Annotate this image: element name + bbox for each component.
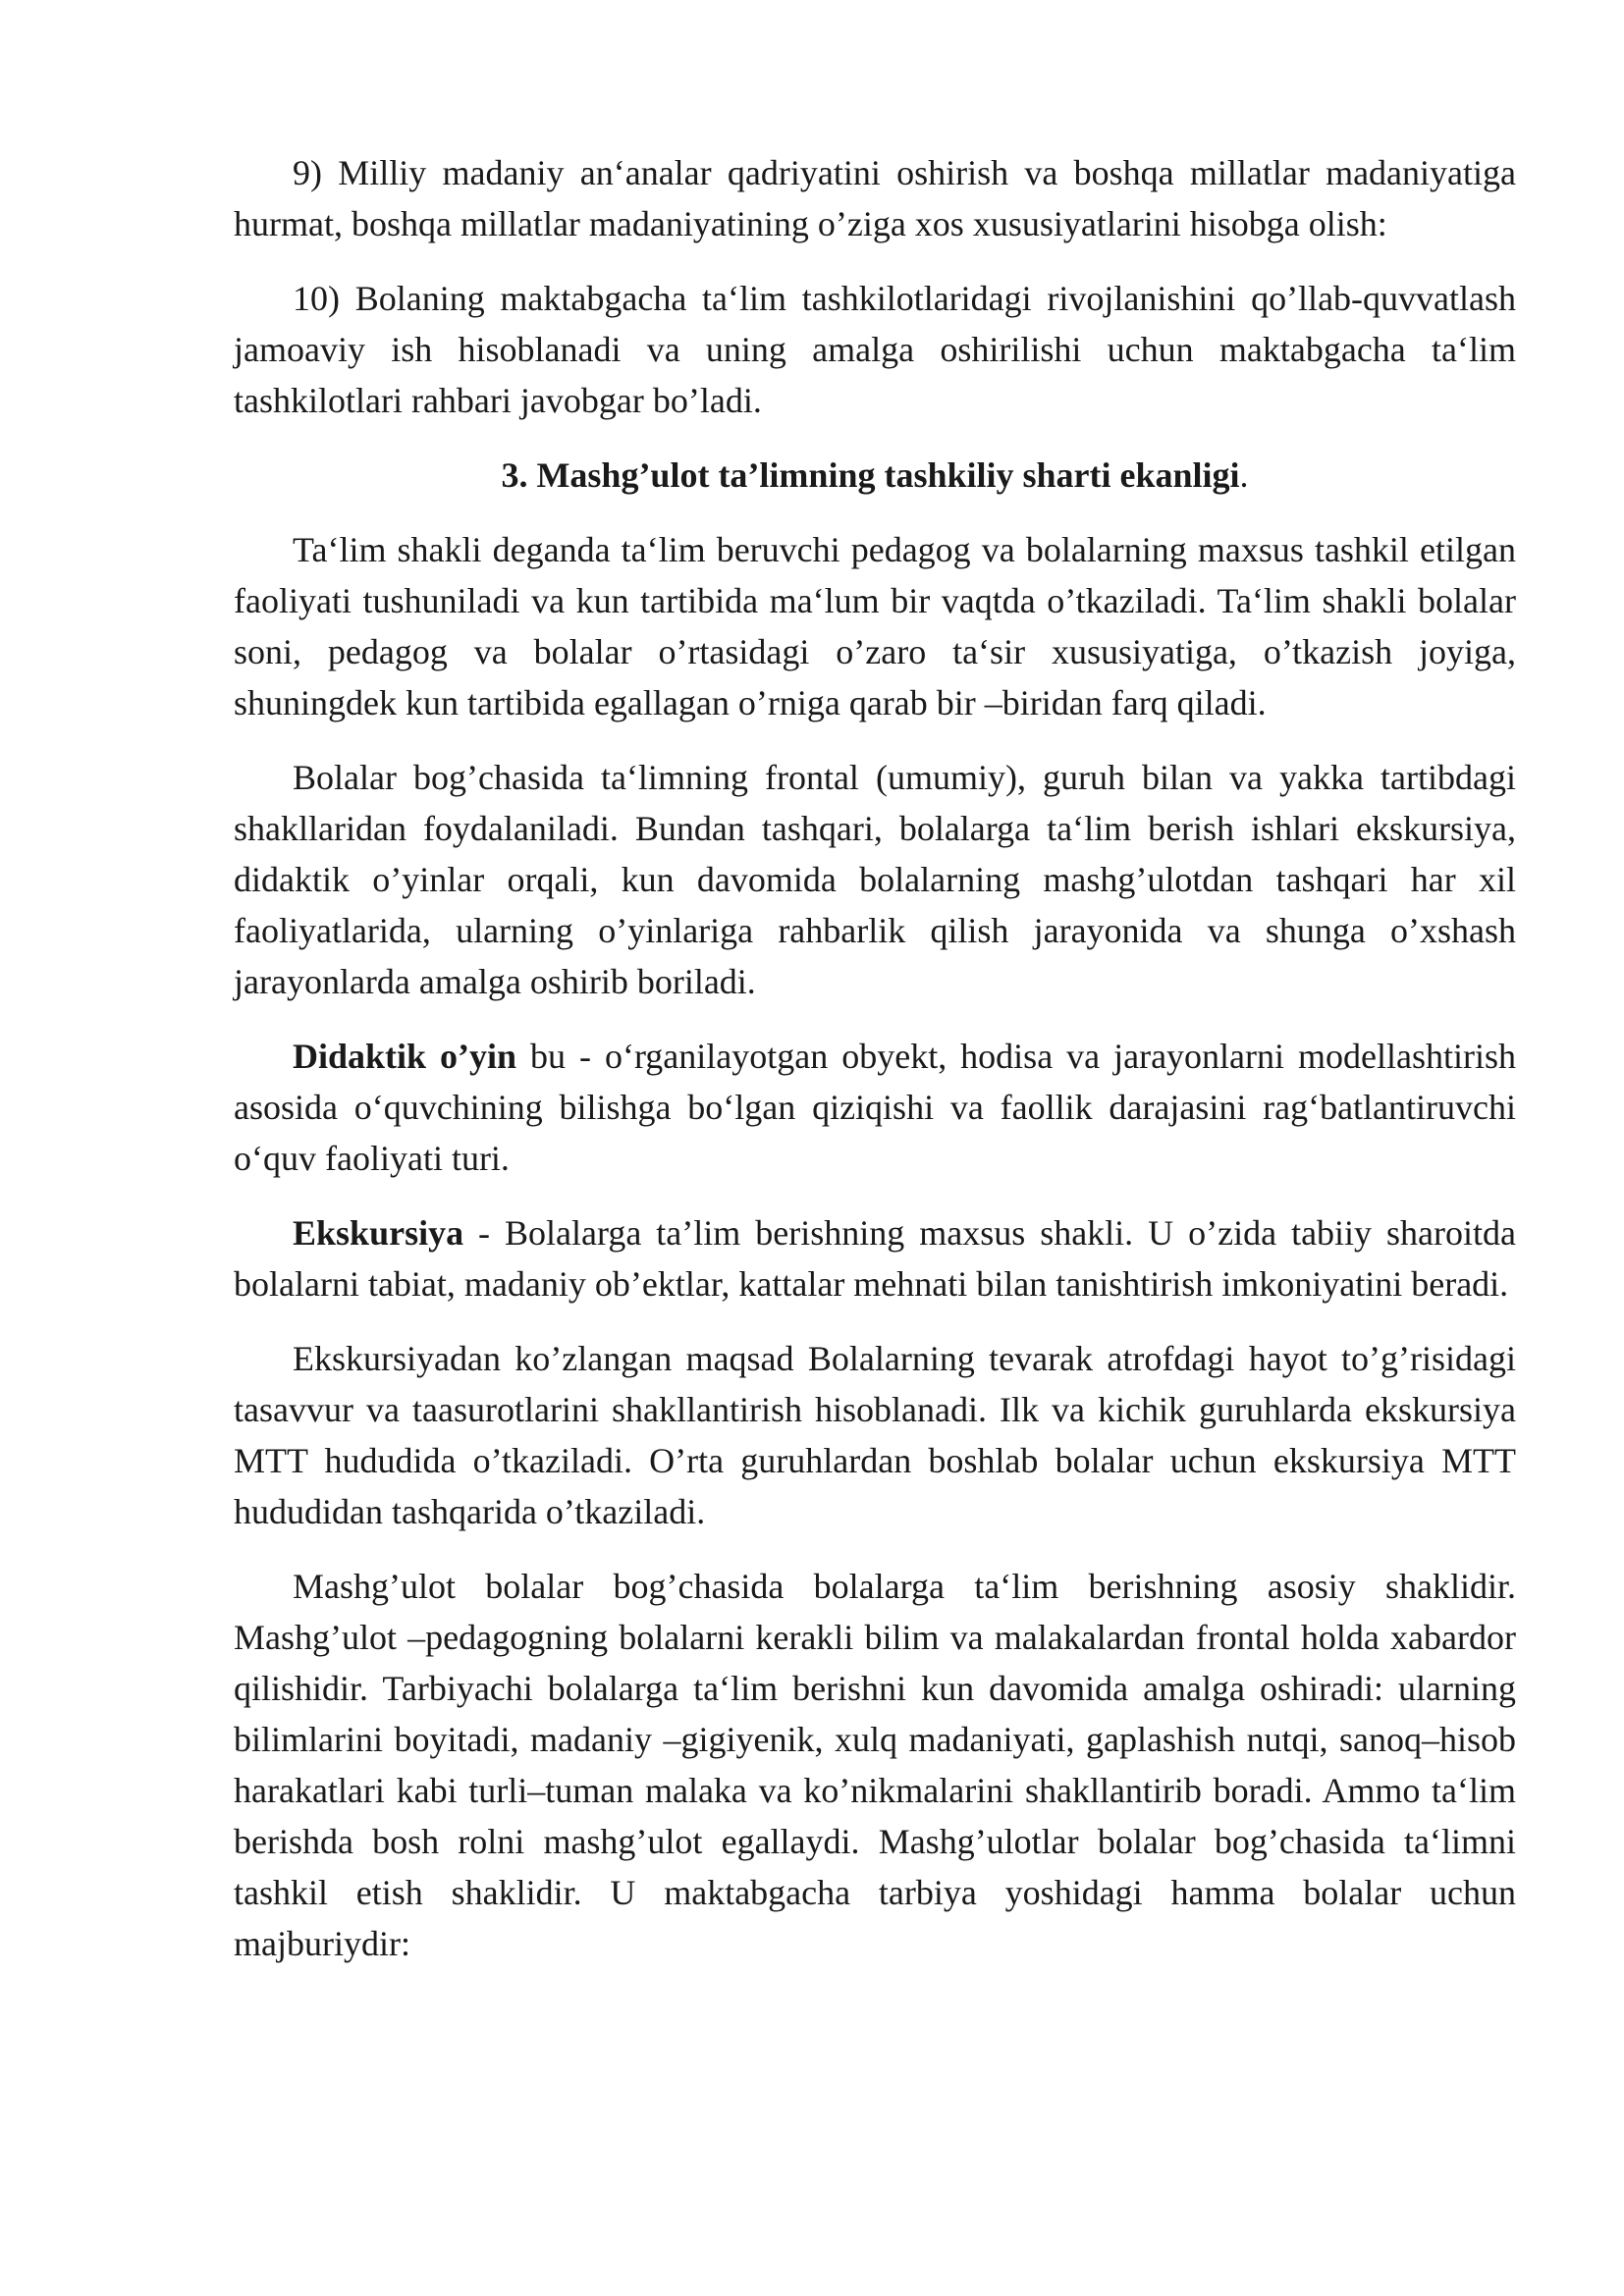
term-ekskursiya: Ekskursiya (293, 1213, 464, 1253)
document-page (234, 147, 1516, 1993)
definition-ekskursiya: - Bolalarga ta’lim berishning maxsus shakli. U o’zida tabiiy sharoitda bolalarni tabiat, madaniy ob’ektlar, kattalar mehnati bilan tanishtirish imkoniyatini beradi. (234, 1213, 1516, 1304)
section-heading (234, 450, 1516, 501)
section-heading-text: 3. Mashg’ulot ta’limning tashkiliy sharti ekanligi (501, 455, 1240, 495)
paragraph-talim-shakli: Ta‘lim shakli deganda ta‘lim beruvchi pedagog va bolalarning maxsus tashkil etilgan faoliyati tushuniladi va kun tartibida ma‘lum bir vaqtda o’tkaziladi. Ta‘lim shakli bolalar soni, pedagog va bolalar o’rtasidagi o’zaro ta‘sir xususiyatiga, o’tkazish joyiga, shuningdek kun tartibida egallagan o’rniga qarab bir –biridan farq qiladi. (234, 530, 1516, 722)
definition-didaktik-oyin: bu - o‘rganilayotgan obyekt, hodisa va jarayonlarni modellashtirish asosida o‘quvchining bilishga bo‘lgan qiziqishi va faollik darajasini rag‘batlantiruvchi o‘quv faoliyati turi. (234, 1037, 1516, 1178)
paragraph-didaktik-oyin (234, 1031, 1516, 1184)
paragraph-ekskursiyadan: Ekskursiyadan ko’zlangan maqsad Bolalarning tevarak atrofdagi hayot to’g’risidagi tasavvur va taasurotlarini shakllantirish hisoblanadi. Ilk va kichik guruhlarda ekskursiya MTT hududida o’tkaziladi. O’rta guruhlardan boshlab bolalar uchun ekskursiya MTT hududidan tashqarida o’tkaziladi. (234, 1339, 1516, 1531)
term-didaktik-oyin: Didaktik o’yin (293, 1037, 517, 1076)
paragraph-bolalar-bogchasida: Bolalar bog’chasida ta‘limning frontal (umumiy), guruh bilan va yakka tartibdagi shakllaridan foydalaniladi. Bundan tashqari, bolalarga ta‘lim berish ishlari ekskursiya, didaktik o’yinlar orqali, kun davomida bolalarning mashg’ulotdan tashqari har xil faoliyatlarida, ularning o’yinlariga rahbarlik qilish jarayonida va shunga o’xshash jarayonlarda amalga oshirib boriladi. (234, 758, 1516, 1001)
paragraph-item-10: 10) Bolaning maktabgacha ta‘lim tashkilotlaridagi rivojlanishini qo’llab-quvvatlash jamoaviy ish hisoblanadi va uning amalga oshirilishi uchun maktabgacha ta‘lim tashkilotlari rahbari javobgar bo’ladi. (234, 279, 1516, 420)
section-heading-dot: . (1239, 455, 1249, 495)
paragraph-item-9: 9) Milliy madaniy an‘analar qadriyatini oshirish va boshqa millatlar madaniyatiga hurmat, boshqa millatlar madaniyatining o’ziga xos xususiyatlarini hisobga olish: (234, 153, 1516, 243)
paragraph-ekskursiya (234, 1207, 1516, 1309)
paragraph-mashgulot: Mashg’ulot bolalar bog’chasida bolalarga ta‘lim berishning asosiy shaklidir. Mashg’ulot –pedagogning bolalarni kerakli bilim va malakalardan frontal holda xabardor qilishidir. Tarbiyachi bolalarga ta‘lim berishni kun davomida amalga oshiradi: ularning bilimlarini boyitadi, madaniy –gigiyenik, xulq madaniyati, gaplashish nutqi, sanoq–hisob harakatlari kabi turli–tuman malaka va ko’nikmalarini shakllantirib boradi. Ammo ta‘lim berishda bosh rolni mashg’ulot egallaydi. Mashg’ulotlar bolalar bog’chasida ta‘limni tashkil etish shaklidir. U maktabgacha tarbiya yoshidagi hamma bolalar uchun majburiydir: (234, 1567, 1516, 1963)
